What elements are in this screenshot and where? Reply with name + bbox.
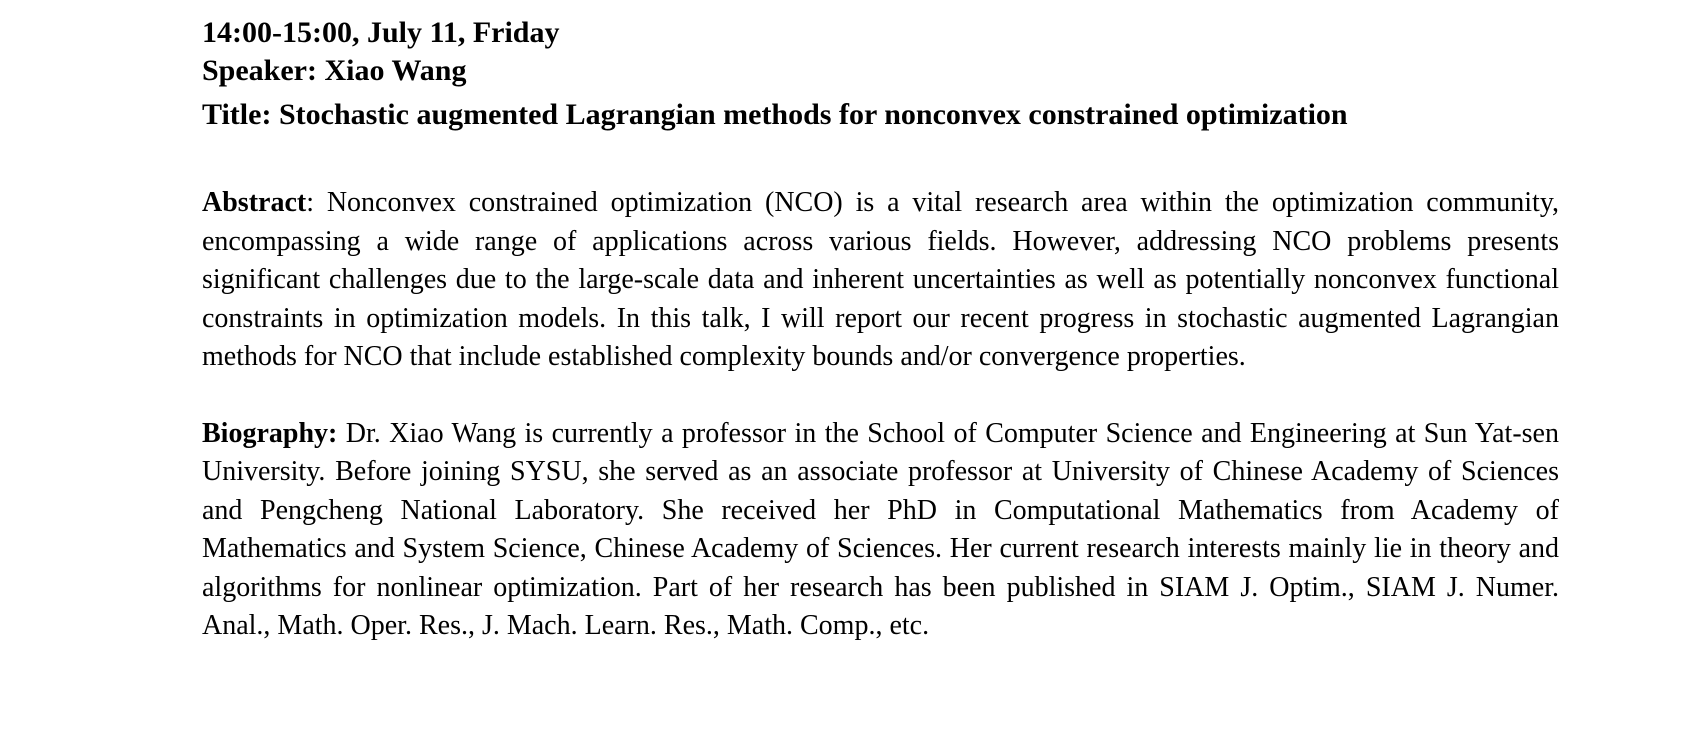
talk-title-text: Stochastic augmented Lagrangian methods for nonconvex constrained optimization bbox=[278, 98, 1348, 131]
biography-label: Biography: bbox=[202, 417, 346, 449]
biography-text: Dr. Xiao Wang is currently a professor in the School of Computer Science and Engineering at Sun Yat-sen University. Before joining SYSU, she served as an associate professor at University of Chinese Academy of Sciences and Pengcheng National Laboratory. She received her PhD in Computational Mathematics from Academy of Mathematics and System Science, Chinese Academy of Sciences. Her current research interests mainly lie in theory and algorithms for nonlinear optimization. Part of her research has been published in SIAM J. Optim., SIAM J. Numer. Anal., Math. Oper. Res., J. Mach. Learn. Res., Math. Comp., etc. bbox=[202, 417, 1559, 641]
talk-time: 14:00-15:00, July 11, Friday bbox=[202, 16, 560, 49]
talk-title bbox=[202, 96, 1559, 134]
talk-title-separator: : bbox=[261, 98, 279, 131]
biography-paragraph bbox=[202, 415, 1559, 646]
abstract-label-separator: : bbox=[306, 187, 327, 218]
talk-title-label: Title bbox=[202, 98, 262, 131]
talk-announcement bbox=[202, 14, 1559, 646]
abstract-paragraph bbox=[202, 184, 1559, 377]
abstract-text: Nonconvex constrained optimization (NCO) is a vital research area within the optimization community, encompassing a wide range of applications across various fields. However, addressing NCO problems presents significant challenges due to the large-scale data and inherent uncertainties as well as potentially nonconvex functional constraints in optimization models. In this talk, I will report our recent progress in stochastic augmented Lagrangian methods for NCO that include established complexity bounds and/or convergence properties. bbox=[202, 187, 1560, 372]
talk-speaker: Speaker: Xiao Wang bbox=[202, 54, 467, 87]
abstract-label: Abstract bbox=[202, 187, 307, 218]
